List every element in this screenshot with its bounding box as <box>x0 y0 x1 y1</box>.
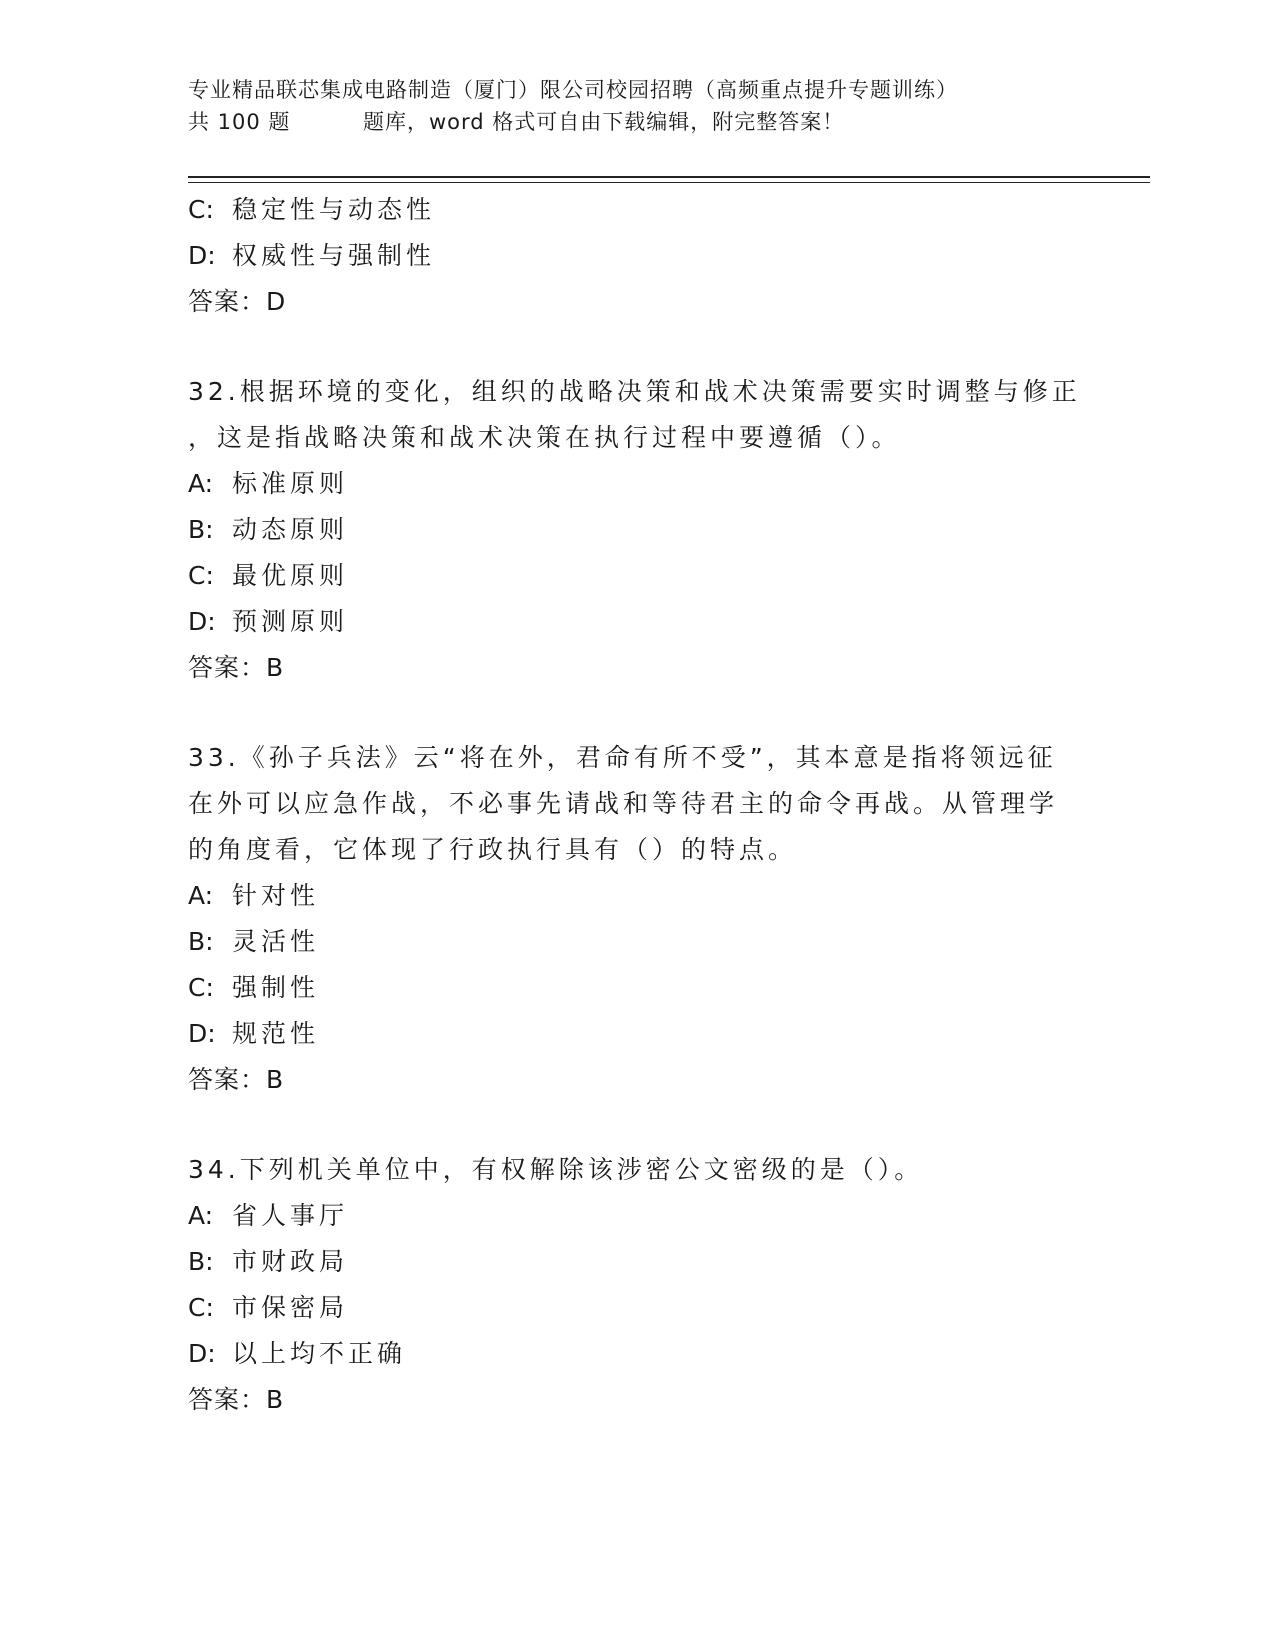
question-text: 34.下列机关单位中，有权解除该涉密公文密级的是（）。 <box>188 1155 924 1184</box>
header-divider-thin <box>188 182 1150 183</box>
answer: 答案：B <box>188 1065 285 1094</box>
question-block-33 <box>188 735 1088 1103</box>
answer: 答案：D <box>188 287 287 316</box>
question-text: ，这是指战略决策和战术决策在执行过程中要遵循（）。 <box>188 423 901 452</box>
header-subtitle <box>188 106 1148 138</box>
question-count: 共 100 题 <box>188 110 291 134</box>
answer: 答案：B <box>188 1385 285 1414</box>
option-c: C: 最优原则 <box>188 561 349 590</box>
option-c: C: 强制性 <box>188 973 320 1002</box>
question-text: 32.根据环境的变化，组织的战略决策和战术决策需要实时调整与修正 <box>188 377 1081 406</box>
option-d: D: 以上均不正确 <box>188 1339 407 1368</box>
option-b: B: 动态原则 <box>188 515 349 544</box>
option-d: D: 规范性 <box>188 1019 320 1048</box>
question-text: 的角度看，它体现了行政执行具有（）的特点。 <box>188 835 798 864</box>
header-divider-thick <box>188 176 1150 178</box>
option-b: B: 市财政局 <box>188 1247 349 1276</box>
question-block-34 <box>188 1147 1088 1423</box>
answer: 答案：B <box>188 653 285 682</box>
option-a: A: 针对性 <box>188 881 320 910</box>
option-a: A: 标准原则 <box>188 469 349 498</box>
option-c: C: 稳定性与动态性 <box>188 195 436 224</box>
option-b: B: 灵活性 <box>188 927 320 956</box>
option-c: C: 市保密局 <box>188 1293 349 1322</box>
document-header <box>188 74 1148 138</box>
header-description: 题库，word 格式可自由下载编辑，附完整答案！ <box>363 110 845 134</box>
option-d: D: 权威性与强制性 <box>188 241 436 270</box>
question-block-32 <box>188 369 1088 691</box>
header-title: 专业精品联芯集成电路制造（厦门）限公司校园招聘（高频重点提升专题训练） <box>188 78 958 102</box>
question-text: 在外可以应急作战，不必事先请战和等待君主的命令再战。从管理学 <box>188 789 1059 818</box>
question-block-prev <box>188 187 1088 325</box>
option-d: D: 预测原则 <box>188 607 349 636</box>
question-text: 33.《孙子兵法》云“将在外，君命有所不受”，其本意是指将领远征 <box>188 743 1057 772</box>
option-a: A: 省人事厅 <box>188 1201 349 1230</box>
question-list <box>188 187 1088 1467</box>
